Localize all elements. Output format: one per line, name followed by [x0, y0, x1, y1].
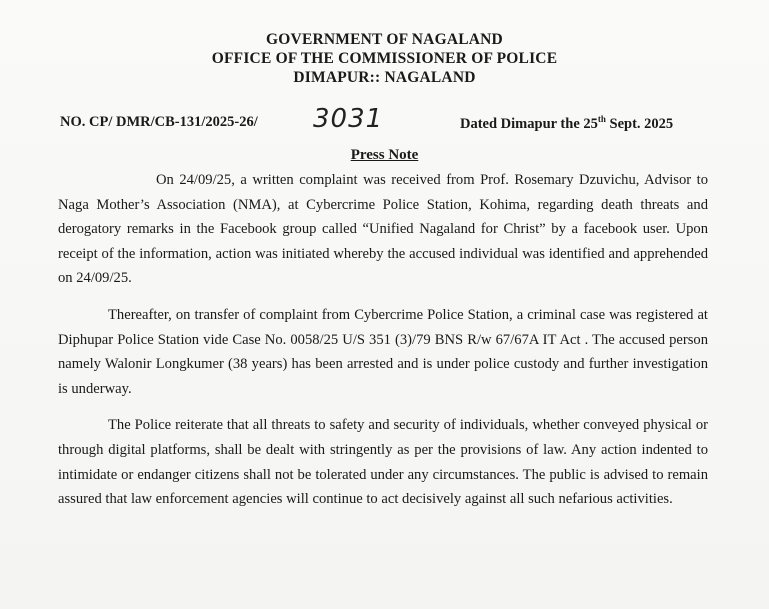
letterhead-location: DIMAPUR:: NAGALAND: [293, 69, 476, 86]
paragraph-police-statement: The Police reiterate that all threats to safety and security of individuals, whether conveyed physical or through digital platforms, shall be dealt with stringently as per the provisions of law. Any action indented to intimidate or endanger citizens shall not be tolerated under any circumstances. The public is advised to remain assured that law enforcement agencies will continue to act decisively against all such nefarious activities.: [58, 417, 708, 508]
paragraph-case-registration: Thereafter, on transfer of complaint from Cybercrime Police Station, a criminal case was registered at Diphupar Police Station vide Case No. 0058/25 U/S 351 (3)/79 BNS R/w 67/67A IT Act . The accused person namely Walonir Longkumer (38 years) has been arrested and is under police custody and further investigation is underway.: [58, 306, 708, 397]
document-title: Press Note: [350, 147, 419, 163]
document-date: Dated Dimapur the 25th Sept. 2025: [460, 114, 674, 132]
paragraph-complaint: On 24/09/25, a written complaint was received from Prof. Rosemary Dzuvichu, Advisor to Naga Mother’s Association (NMA), at Cybercrime Police Station, Kohima, regarding death threats and derogatory remarks in the Facebook group called “Unified Nagaland for Christ” by a facebook user. Upon receipt of the information, action was initiated whereby the accused individual was identified and apprehended on 24/09/25.: [58, 172, 708, 287]
handwritten-reference-number: 3031: [313, 104, 384, 134]
reference-number: NO. CP/ DMR/CB-131/2025-26/: [60, 114, 258, 130]
letterhead-government: GOVERNMENT OF NAGALAND: [266, 31, 503, 48]
letterhead: [0, 30, 769, 87]
letterhead-office: OFFICE OF THE COMMISSIONER OF POLICE: [211, 50, 558, 67]
reference-line: [60, 104, 720, 138]
document-body: [58, 168, 708, 524]
